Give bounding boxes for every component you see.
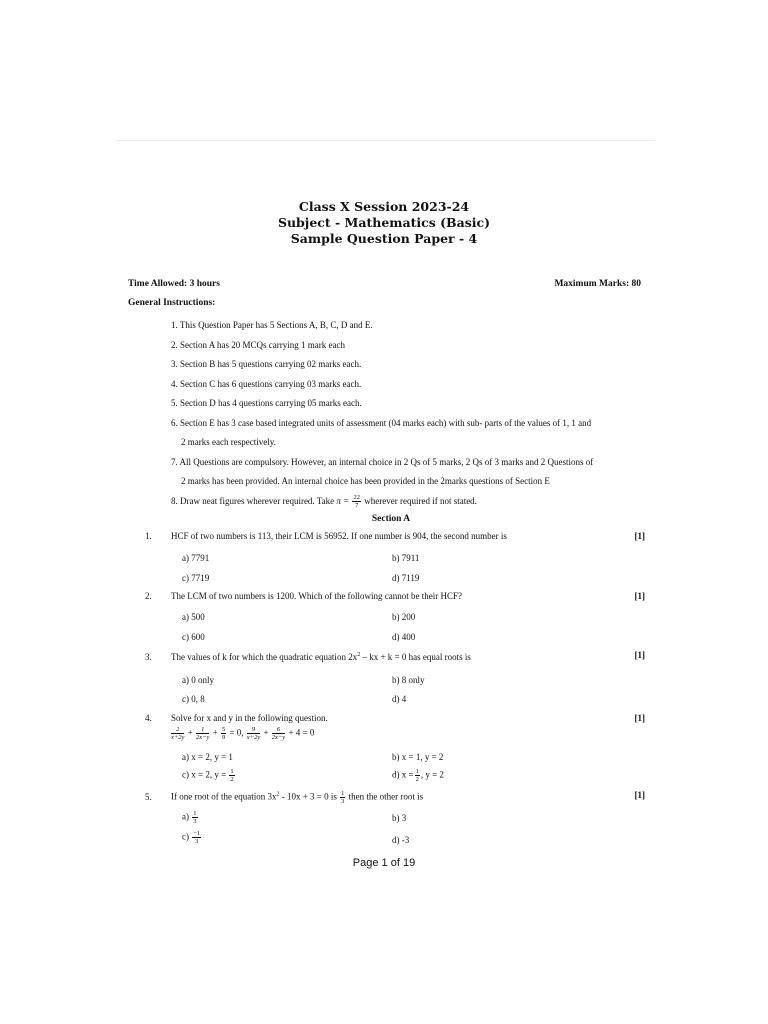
question-text: HCF of two numbers is 113, their LCM is 56952. If one number is 904, the second number is	[171, 531, 507, 541]
class-session-title: Class X Session 2023-24	[298, 199, 470, 214]
fraction: $\frac{5}{9}$	[221, 726, 226, 741]
question-number: 2.	[145, 591, 152, 601]
option-c: c) x = 2, y = $\frac{1}{2}$	[182, 768, 234, 783]
equation: $\frac{2}{x+2y}$ + $\frac{1}{2x-y}$ + $\frac{5}{9}$ = 0, $\frac{9}{x+2y}$ + $\frac{6}{2x-y}$ + 4 = 0	[171, 726, 315, 741]
option-d: d) -3	[392, 835, 410, 845]
paper-header	[0, 199, 768, 247]
option-a: a) $\frac{1}{3}$	[182, 810, 197, 825]
option-d: d) 4	[392, 694, 407, 704]
fraction: $\frac{1}{3}$	[341, 790, 345, 805]
question-marks: [1]	[634, 790, 645, 800]
option-c: c) 0, 8	[182, 694, 205, 704]
instruction-item: 2 marks each respectively.	[181, 437, 276, 447]
option-d: d) 7119	[392, 573, 420, 583]
option-b: b) 7911	[392, 553, 420, 563]
general-instructions-title: General Instructions:	[128, 298, 216, 308]
question-marks: [1]	[634, 713, 645, 723]
option-d: d) x = $\frac{1}{2}$ , y = 2	[392, 768, 444, 783]
fraction: $\frac{1}{2x-y}$	[195, 726, 210, 741]
instruction-item: 2 marks has been provided. An internal choice has been provided in the 2marks questions of Section E	[181, 476, 550, 486]
instructions-list	[171, 316, 651, 511]
fraction: $\frac{1}{2}$	[230, 768, 234, 783]
time-allowed: Time Allowed: 3 hours	[128, 279, 220, 289]
option-a: a) 0 only	[182, 675, 214, 685]
instruction-item: 5. Section D has 4 questions carrying 05 marks each.	[171, 398, 362, 408]
question-text: The values of k for which the quadratic equation $2x^2$ – kx + k = 0 has equal roots is	[171, 652, 471, 662]
fraction: $\frac{-1}{3}$	[193, 830, 201, 845]
subject-title: Subject - Mathematics (Basic)	[277, 215, 491, 230]
question-text: Solve for x and y in the following question.	[171, 713, 328, 723]
instruction-item: 8. Draw neat figures wherever required. Take π = $\frac{22}{7}$ wherever required if not stated.	[171, 493, 477, 509]
instruction-item: 7. All Questions are compulsory. However, an internal choice in 2 Qs of 5 marks, 2 Qs of 3 marks and 2 Questions of	[171, 456, 594, 467]
maximum-marks: Maximum Marks: 80	[554, 279, 641, 289]
question-text: If one root of the equation $3x^2 - 10x + 3 = 0$ is $\frac{1}{3}$ then the other root is	[171, 790, 424, 805]
option-b: b) x = 1, y = 2	[392, 752, 444, 762]
option-b: b) 8 only	[392, 675, 425, 685]
instruction-item: 2. Section A has 20 MCQs carrying 1 mark each	[171, 339, 345, 350]
option-c: c) $\frac{-1}{3}$	[182, 830, 201, 845]
fraction: $\frac{1}{2}$	[415, 768, 419, 783]
fraction: $\frac{6}{2x-y}$	[271, 726, 286, 741]
option-b: b) 3	[392, 813, 407, 823]
instruction-item: 6. Section E has 3 case based integrated units of assessment (04 marks each) with sub- parts of the values of 1, 1 and	[171, 417, 592, 428]
question-number: 3.	[145, 652, 152, 662]
top-divider	[115, 140, 655, 141]
fraction: $\frac{1}{3}$	[193, 810, 197, 825]
option-a: a) 7791	[182, 553, 210, 563]
section-a-title: Section A	[371, 514, 411, 524]
page-number: Page 1 of 19	[352, 857, 416, 869]
option-b: b) 200	[392, 612, 416, 622]
option-c: c) 7719	[182, 573, 210, 583]
question-number: 5.	[145, 792, 152, 802]
fraction: $\frac{2}{x+2y}$	[171, 726, 185, 741]
question-marks: [1]	[634, 591, 645, 601]
instruction-item: 3. Section B has 5 questions carrying 02 marks each.	[171, 359, 362, 369]
question-text: The LCM of two numbers is 1200. Which of the following cannot be their HCF?	[171, 591, 463, 601]
question-number: 4.	[145, 713, 152, 723]
question-marks: [1]	[634, 531, 645, 541]
option-c: c) 600	[182, 632, 205, 642]
question-marks: [1]	[634, 650, 645, 660]
option-d: d) 400	[392, 632, 416, 642]
fraction: $\frac{22}{7}$	[353, 493, 360, 509]
question-number: 1.	[145, 531, 152, 541]
option-a: a) 500	[182, 612, 205, 622]
option-a: a) x = 2, y = 1	[182, 752, 233, 762]
instruction-item: 4. Section C has 6 questions carrying 03 marks each.	[171, 378, 362, 389]
paper-title: Sample Question Paper - 4	[290, 231, 478, 246]
fraction: $\frac{9}{x+2y}$	[246, 726, 261, 741]
instruction-item: 1. This Question Paper has 5 Sections A, B, C, D and E.	[171, 320, 373, 330]
